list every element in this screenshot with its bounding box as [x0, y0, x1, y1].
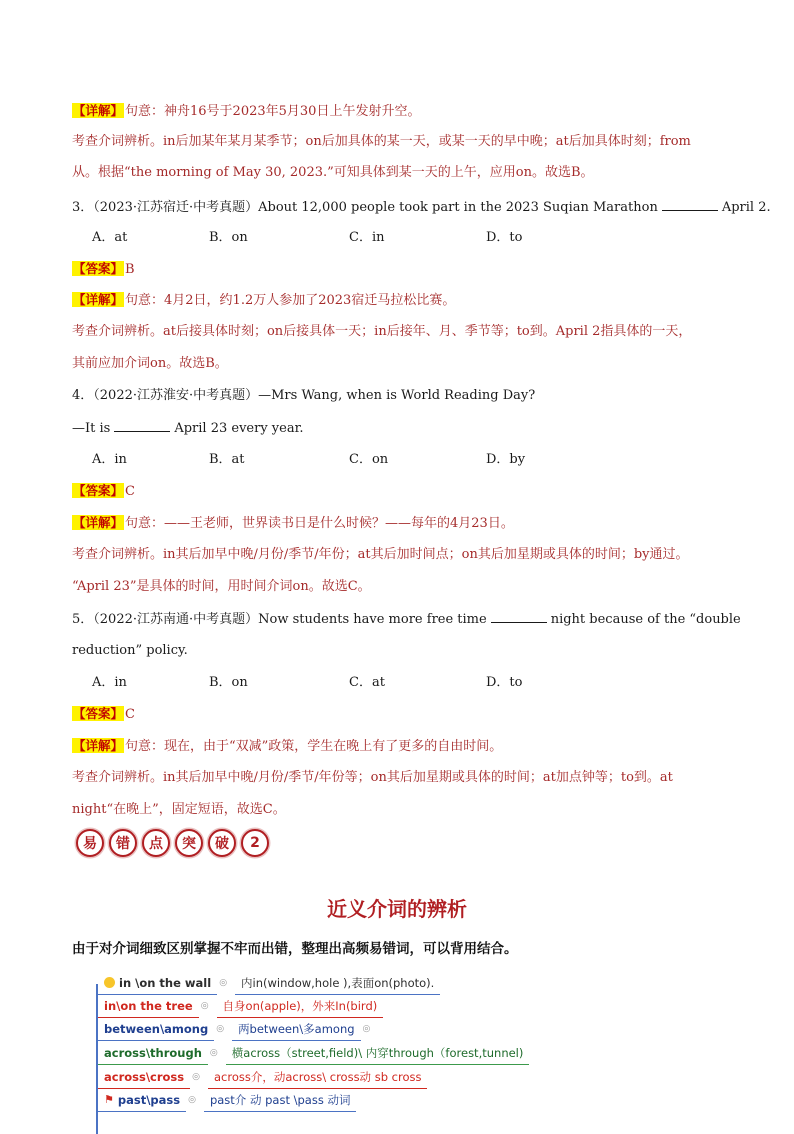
q5-option-b: B．on — [209, 675, 248, 690]
q4-answer: 【答案】 C — [73, 483, 135, 499]
detail-tag: 【详解】 — [73, 515, 124, 530]
connector-dot-icon: ◎ — [188, 1095, 196, 1105]
q5-answer: 【答案】 C — [73, 706, 135, 722]
connector-dot-icon: ◎ — [362, 1024, 371, 1034]
q3-option-d: D．to — [486, 230, 523, 245]
q4-option-d: D．by — [486, 452, 526, 467]
q5-stem-2: reduction” policy. — [72, 643, 188, 658]
q5-analysis-line-1: 考查介词辨析。in其后加早中晚/月份/季节/年份等；on其后加星期或具体的时间；at加点钟等；to到。at — [72, 770, 673, 785]
q4-option-a: A．in — [92, 452, 127, 467]
flag-icon: ⚑ — [104, 1093, 114, 1106]
banner-char: 易 — [76, 829, 104, 857]
q5-option-c: C．at — [349, 675, 385, 690]
mind-map-row: across\cross ◎ across介，动across\ cross动 sb cross — [98, 1066, 427, 1088]
q5-option-d: D．to — [486, 675, 523, 690]
banner-char: 破 — [208, 829, 236, 857]
q4-detail-line: 【详解】 句意：——王老师，世界读书日是什么时候？——每年的4月23日。 — [73, 515, 514, 531]
intro-text: 由于对介词细致区别掌握不牢而出错，整理出高频易错词，可以背用结合。 — [72, 941, 518, 957]
banner-char: 突 — [175, 829, 203, 857]
detail-tag: 【详解】 — [73, 738, 124, 753]
q3-analysis-line-2: 其前应加介词on。故选B。 — [72, 356, 228, 371]
answer-blank — [662, 198, 718, 211]
connector-dot-icon: ◎ — [216, 1024, 225, 1034]
detail-tag: 【详解】 — [73, 103, 124, 118]
answer-blank — [114, 419, 170, 432]
answer-tag: 【答案】 — [73, 706, 124, 721]
q3-analysis-line-1: 考查介词辨析。at后接具体时刻；on后接具体一天；in后接年、月、季节等；to到。April 2指具体的一天， — [72, 324, 692, 339]
answer-tag: 【答案】 — [73, 483, 124, 498]
banner-number: 2 — [241, 829, 269, 857]
q3-detail-line: 【详解】 句意：4月2日，约1.2万人参加了2023宿迁马拉松比赛。 — [73, 292, 456, 308]
answer-blank — [491, 610, 547, 623]
banner-char: 错 — [109, 829, 137, 857]
mind-map-row: ⚑ past\pass ◎ past介 动 past \pass 动词 — [98, 1089, 356, 1111]
q3-option-b: B．on — [209, 230, 248, 245]
connector-dot-icon: ◎ — [209, 1048, 218, 1058]
section-title: 近义介词的辨析 — [327, 897, 467, 921]
q2-analysis-line-1: 考查介词辨析。in后加某年某月某季节；on后加具体的某一天，或某一天的早中晚；at后加具体时刻；from — [72, 134, 691, 149]
mind-map — [96, 970, 556, 1123]
q3-option-c: C．in — [349, 230, 385, 245]
q5-detail-line: 【详解】 句意：现在，由于“双减”政策，学生在晚上有了更多的自由时间。 — [73, 738, 503, 754]
q5-option-a: A．in — [92, 675, 127, 690]
q4-option-c: C．on — [349, 452, 389, 467]
smile-icon — [104, 977, 115, 988]
q5-analysis-line-2: night“在晚上”，固定短语，故选C。 — [72, 802, 286, 817]
q4-stem: 4．（2022·江苏淮安·中考真题）—Mrs Wang, when is World Reading Day? — [72, 388, 536, 403]
q4-analysis-line-2: “April 23”是具体的时间，用时间介词on。故选C。 — [72, 579, 371, 594]
connector-dot-icon: ◎ — [200, 1001, 209, 1011]
detail-tag: 【详解】 — [73, 292, 124, 307]
mind-map-row: across\through ◎ 横across（street,field)\ 内穿through（forest,tunnel) — [98, 1042, 529, 1064]
banner-char: 点 — [142, 829, 170, 857]
connector-dot-icon: ◎ — [192, 1072, 200, 1082]
answer-tag: 【答案】 — [73, 261, 124, 276]
q4-stem-2: —It is April 23 every year. — [72, 421, 304, 436]
q3-option-a: A．at — [92, 230, 128, 245]
q3-answer: 【答案】 B — [73, 261, 135, 277]
q2-detail-line: 【详解】 句意：神舟16号于2023年5月30日上午发射升空。 — [73, 103, 421, 119]
mind-map-row: between\among ◎ 两between\多among ◎ — [98, 1018, 378, 1040]
section-banner — [76, 829, 274, 857]
connector-dot-icon: ◎ — [219, 978, 228, 988]
q5-stem: 5．（2022·江苏南通·中考真题）Now students have more free time night because of the “double — [72, 612, 741, 627]
mind-map-row: in \on the wall ◎ 内in(window,hole ),表面on(photo). — [98, 972, 440, 994]
mind-map-row: in\on the tree ◎ 自身on(apple)，外来In(bird) — [98, 995, 383, 1017]
q4-option-b: B．at — [209, 452, 245, 467]
q2-analysis-line-2: 从。根据“the morning of May 30, 2023.”可知具体到某一天的上午，应用on。故选B。 — [72, 165, 594, 180]
q4-analysis-line-1: 考查介词辨析。in其后加早中晚/月份/季节/年份；at其后加时间点；on其后加星期或具体的时间；by通过。 — [72, 547, 689, 562]
q3-stem: 3．（2023·江苏宿迁·中考真题）About 12,000 people took part in the 2023 Suqian Marathon April 2. — [72, 200, 771, 215]
